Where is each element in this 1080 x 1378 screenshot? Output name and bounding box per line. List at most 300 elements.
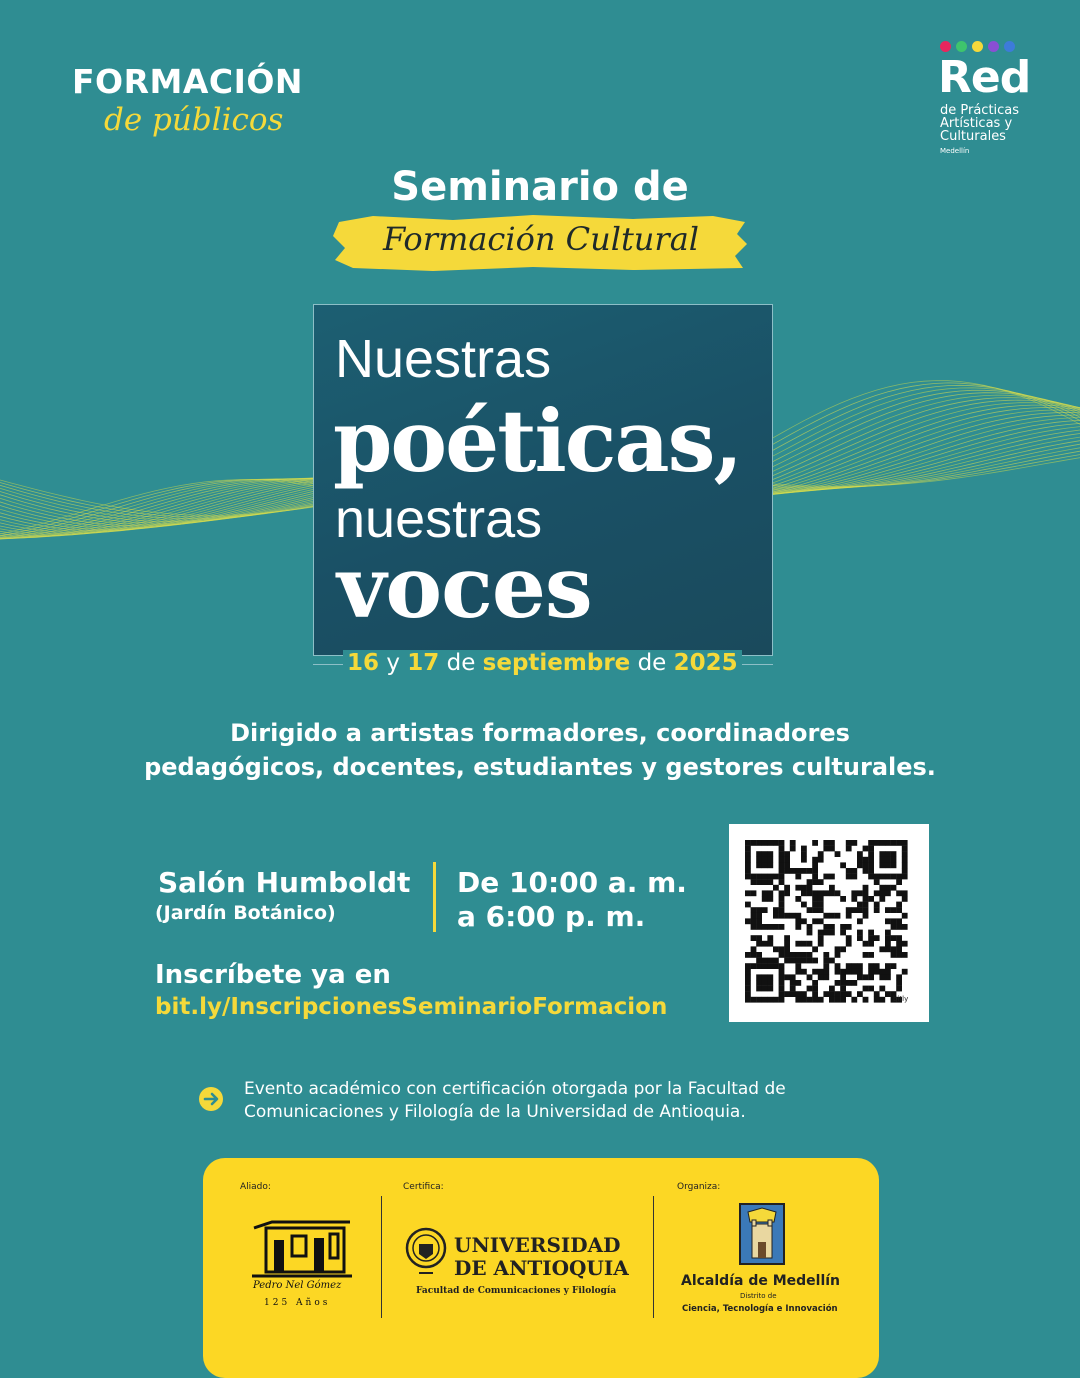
qr-module (756, 907, 762, 913)
qr-module (801, 890, 807, 896)
qr-module (863, 857, 869, 863)
venue-subtitle: (Jardín Botánico) (155, 902, 336, 924)
qr-module (767, 890, 773, 896)
sponsor-divider-1 (381, 1196, 382, 1318)
qr-module (885, 946, 891, 952)
purple-dot (988, 41, 999, 52)
qr-module (891, 963, 897, 969)
qr-module (863, 862, 869, 868)
qr-code[interactable] (729, 824, 929, 1022)
qr-module (851, 874, 857, 880)
qr-module (835, 980, 841, 986)
qr-module (818, 941, 824, 947)
qr-module (762, 857, 768, 863)
qr-module (863, 941, 869, 947)
qr-module (762, 874, 768, 880)
qr-module (902, 840, 908, 846)
qr-module (896, 941, 902, 947)
qr-module (790, 840, 796, 846)
publicos-subtitle: de públicos (104, 102, 284, 138)
qr-module (801, 997, 807, 1003)
qr-module (795, 997, 801, 1003)
qr-module (902, 924, 908, 930)
qr-module (896, 918, 902, 924)
qr-module (795, 952, 801, 958)
qr-module (891, 862, 897, 868)
qr-module (874, 874, 880, 880)
qr-module (779, 986, 785, 992)
qr-module (868, 986, 874, 992)
qr-module (767, 857, 773, 863)
qr-module (762, 974, 768, 980)
qr-module (767, 935, 773, 941)
qr-module (879, 851, 885, 857)
qr-module (868, 941, 874, 947)
qr-module (896, 986, 902, 992)
qr-module (773, 946, 779, 952)
qr-module (801, 969, 807, 975)
qr-module (767, 840, 773, 846)
qr-module (823, 890, 829, 896)
qr-module (795, 896, 801, 902)
audience-line-1: Dirigido a artistas formadores, coordinadores (230, 719, 850, 747)
qr-module (829, 924, 835, 930)
qr-module (851, 896, 857, 902)
title-line-poeticas: poéticas, (333, 392, 742, 492)
qr-module (868, 974, 874, 980)
qr-code-pattern (729, 824, 929, 1022)
qr-module (885, 857, 891, 863)
title-line-nuestras-2: nuestras (335, 489, 543, 549)
qr-module (779, 902, 785, 908)
qr-module (773, 963, 779, 969)
qr-module (818, 930, 824, 936)
formacion-title: FORMACIÓN (72, 62, 304, 101)
qr-module (807, 924, 813, 930)
qr-module (857, 902, 863, 908)
qr-module (879, 862, 885, 868)
qr-module (767, 851, 773, 857)
qr-module (863, 986, 869, 992)
qr-module (751, 890, 757, 896)
qr-module (902, 913, 908, 919)
qr-module (902, 868, 908, 874)
qr-module (829, 991, 835, 997)
qr-module (829, 930, 835, 936)
qr-module (857, 974, 863, 980)
qr-module (823, 969, 829, 975)
qr-module (807, 986, 813, 992)
qr-module (874, 991, 880, 997)
qr-module (874, 969, 880, 975)
qr-module (863, 846, 869, 852)
venue-name: Salón Humboldt (158, 866, 411, 899)
qr-module (751, 935, 757, 941)
qr-module (767, 974, 773, 980)
qr-module (896, 890, 902, 896)
universidad-line-1: UNIVERSIDAD (454, 1233, 621, 1257)
qr-module (885, 974, 891, 980)
qr-module (767, 874, 773, 880)
qr-module (745, 874, 751, 880)
pedro-nel-gomez-logo (252, 1218, 352, 1280)
qr-module (812, 986, 818, 992)
qr-module (863, 907, 869, 913)
qr-module (835, 913, 841, 919)
qr-module (779, 890, 785, 896)
registration-link[interactable]: bit.ly/InscripcionesSeminarioFormacion (155, 994, 668, 1020)
qr-module (767, 924, 773, 930)
qr-module (857, 991, 863, 997)
qr-module (756, 952, 762, 958)
qr-module (745, 840, 751, 846)
qr-module (846, 846, 852, 852)
qr-module (767, 879, 773, 885)
qr-module (885, 935, 891, 941)
qr-module (829, 846, 835, 852)
qr-module (790, 868, 796, 874)
qr-module (863, 952, 869, 958)
qr-module (812, 907, 818, 913)
qr-module (885, 991, 891, 997)
qr-module (902, 969, 908, 975)
date-preposition-2: de (637, 650, 667, 676)
qr-module (818, 997, 824, 1003)
qr-module (790, 846, 796, 852)
alcaldia-shield-icon (738, 1202, 786, 1268)
qr-module (829, 874, 835, 880)
qr-module (902, 862, 908, 868)
qr-module (762, 986, 768, 992)
qr-module (801, 918, 807, 924)
qr-module (818, 969, 824, 975)
qr-module (891, 885, 897, 891)
qr-module (829, 997, 835, 1003)
qr-module (745, 851, 751, 857)
qr-module (784, 857, 790, 863)
universidad-line-2: DE ANTIOQUIA (454, 1256, 629, 1280)
qr-module (835, 946, 841, 952)
qr-module (896, 924, 902, 930)
qr-module (779, 874, 785, 880)
qr-module (885, 874, 891, 880)
qr-module (846, 935, 852, 941)
qr-module (779, 991, 785, 997)
qr-module (851, 997, 857, 1003)
qr-module (807, 930, 813, 936)
audience-text (0, 716, 1080, 784)
qr-module (767, 963, 773, 969)
qr-module (745, 991, 751, 997)
qr-module (812, 946, 818, 952)
qr-module (857, 862, 863, 868)
qr-module (756, 913, 762, 919)
qr-module (801, 851, 807, 857)
qr-module (773, 913, 779, 919)
qr-module (846, 924, 852, 930)
qr-module (779, 997, 785, 1003)
certification-text (244, 1078, 864, 1124)
qr-module (835, 952, 841, 958)
red-logo-subtitle: de Prácticas Artísticas y Culturales (940, 103, 1020, 144)
qr-module (773, 874, 779, 880)
qr-module (885, 930, 891, 936)
qr-module (756, 986, 762, 992)
qr-module (801, 991, 807, 997)
qr-module (823, 963, 829, 969)
qr-module (751, 924, 757, 930)
qr-module (751, 918, 757, 924)
qr-module (891, 935, 897, 941)
qr-module (756, 857, 762, 863)
qr-module (868, 952, 874, 958)
qr-module (745, 952, 751, 958)
qr-module (829, 885, 835, 891)
qr-module (835, 991, 841, 997)
qr-module (823, 846, 829, 852)
qr-module (818, 907, 824, 913)
qr-module (784, 862, 790, 868)
time-end: a 6:00 p. m. (457, 900, 646, 933)
qr-module (902, 890, 908, 896)
qr-module (879, 890, 885, 896)
qr-module (795, 874, 801, 880)
qr-module (762, 896, 768, 902)
red-logo-dots (940, 41, 1015, 52)
qr-module (762, 840, 768, 846)
qr-module (745, 969, 751, 975)
date-conjunction: y (386, 650, 400, 676)
qr-module (762, 851, 768, 857)
qr-module (840, 924, 846, 930)
qr-module (807, 997, 813, 1003)
qr-module (823, 924, 829, 930)
qr-module (857, 963, 863, 969)
qr-module (868, 857, 874, 863)
qr-module (812, 902, 818, 908)
qr-module (857, 969, 863, 975)
qr-module (874, 902, 880, 908)
qr-module (902, 851, 908, 857)
qr-module (767, 980, 773, 986)
qr-module (891, 840, 897, 846)
qr-module (784, 952, 790, 958)
qr-module (818, 890, 824, 896)
qr-module (801, 885, 807, 891)
certification-line-1: Evento académico con certificación otorgada por la Facultad de (244, 1079, 786, 1099)
qr-module (756, 997, 762, 1003)
qr-module (807, 885, 813, 891)
qr-module (835, 851, 841, 857)
qr-module (784, 974, 790, 980)
qr-module (896, 879, 902, 885)
qr-brand-label: bitly (893, 995, 909, 1003)
qr-module (779, 974, 785, 980)
qr-module (885, 851, 891, 857)
qr-module (879, 874, 885, 880)
qr-module (773, 885, 779, 891)
qr-module (790, 986, 796, 992)
qr-module (779, 896, 785, 902)
qr-module (790, 974, 796, 980)
qr-module (762, 980, 768, 986)
alcaldia-tagline: Ciencia, Tecnología e Innovación (682, 1304, 838, 1314)
arrow-right-icon (198, 1086, 224, 1112)
pedro-nel-gomez-name: Pedro Nel Gómez (253, 1280, 342, 1291)
qr-module (829, 913, 835, 919)
qr-module (745, 857, 751, 863)
qr-module (868, 935, 874, 941)
qr-module (879, 840, 885, 846)
qr-module (762, 924, 768, 930)
qr-module (874, 963, 880, 969)
qr-module (840, 974, 846, 980)
qr-module (795, 958, 801, 964)
qr-module (868, 840, 874, 846)
qr-module (823, 952, 829, 958)
qr-module (767, 941, 773, 947)
qr-module (823, 958, 829, 964)
qr-module (801, 952, 807, 958)
qr-module (784, 913, 790, 919)
aliado-label: Aliado: (240, 1182, 271, 1192)
qr-module (762, 890, 768, 896)
qr-module (863, 974, 869, 980)
qr-module (745, 980, 751, 986)
qr-module (812, 991, 818, 997)
qr-module (818, 879, 824, 885)
certifica-label: Certifica: (403, 1182, 444, 1192)
qr-module (795, 885, 801, 891)
registration-label: Inscríbete ya en (155, 960, 391, 990)
qr-module (885, 840, 891, 846)
qr-module (767, 997, 773, 1003)
qr-module (795, 868, 801, 874)
qr-module (851, 907, 857, 913)
qr-module (762, 997, 768, 1003)
qr-module (812, 874, 818, 880)
qr-module (891, 946, 897, 952)
qr-module (891, 857, 897, 863)
qr-module (779, 913, 785, 919)
qr-module (868, 862, 874, 868)
venue-divider (433, 862, 436, 932)
qr-module (863, 997, 869, 1003)
qr-module (801, 902, 807, 908)
qr-module (784, 991, 790, 997)
red-dot (940, 41, 951, 52)
qr-module (874, 907, 880, 913)
qr-module (885, 907, 891, 913)
qr-module (779, 840, 785, 846)
qr-module (807, 907, 813, 913)
qr-module (784, 946, 790, 952)
qr-module (779, 862, 785, 868)
qr-module (835, 997, 841, 1003)
qr-module (812, 969, 818, 975)
qr-module (902, 857, 908, 863)
qr-module (767, 896, 773, 902)
qr-module (779, 946, 785, 952)
qr-module (790, 952, 796, 958)
qr-module (807, 941, 813, 947)
qr-module (762, 862, 768, 868)
qr-module (818, 857, 824, 863)
qr-module (784, 890, 790, 896)
qr-module (857, 907, 863, 913)
qr-module (868, 896, 874, 902)
qr-module (812, 862, 818, 868)
qr-module (751, 913, 757, 919)
qr-module (896, 874, 902, 880)
date-month: septiembre (482, 650, 631, 676)
qr-module (784, 885, 790, 891)
qr-module (857, 935, 863, 941)
qr-module (745, 868, 751, 874)
qr-module (784, 941, 790, 947)
qr-module (885, 941, 891, 947)
qr-module (823, 874, 829, 880)
qr-module (868, 874, 874, 880)
qr-module (745, 918, 751, 924)
qr-module (779, 857, 785, 863)
qr-module (795, 991, 801, 997)
qr-module (756, 851, 762, 857)
qr-module (779, 980, 785, 986)
qr-module (846, 991, 852, 997)
qr-module (891, 907, 897, 913)
red-logo-city: Medellín (940, 147, 970, 155)
qr-module (874, 840, 880, 846)
qr-module (846, 913, 852, 919)
qr-module (762, 963, 768, 969)
qr-module (807, 952, 813, 958)
qr-module (751, 997, 757, 1003)
qr-module (773, 924, 779, 930)
qr-module (840, 991, 846, 997)
organiza-label: Organiza: (677, 1182, 721, 1192)
qr-module (812, 879, 818, 885)
qr-module (767, 862, 773, 868)
qr-module (795, 969, 801, 975)
qr-module (840, 896, 846, 902)
qr-module (885, 969, 891, 975)
qr-module (779, 879, 785, 885)
qr-module (756, 980, 762, 986)
qr-module (756, 924, 762, 930)
qr-module (896, 974, 902, 980)
qr-module (879, 974, 885, 980)
qr-module (896, 980, 902, 986)
seminar-heading: Seminario de (391, 164, 689, 210)
qr-module (751, 879, 757, 885)
qr-module (779, 963, 785, 969)
qr-module (835, 969, 841, 975)
qr-module (784, 958, 790, 964)
qr-module (745, 862, 751, 868)
qr-module (812, 890, 818, 896)
qr-module (807, 879, 813, 885)
qr-module (851, 969, 857, 975)
qr-module (829, 840, 835, 846)
qr-module (902, 874, 908, 880)
qr-module (863, 868, 869, 874)
qr-module (857, 857, 863, 863)
qr-module (846, 907, 852, 913)
qr-module (745, 846, 751, 852)
qr-module (784, 851, 790, 857)
qr-module (863, 890, 869, 896)
